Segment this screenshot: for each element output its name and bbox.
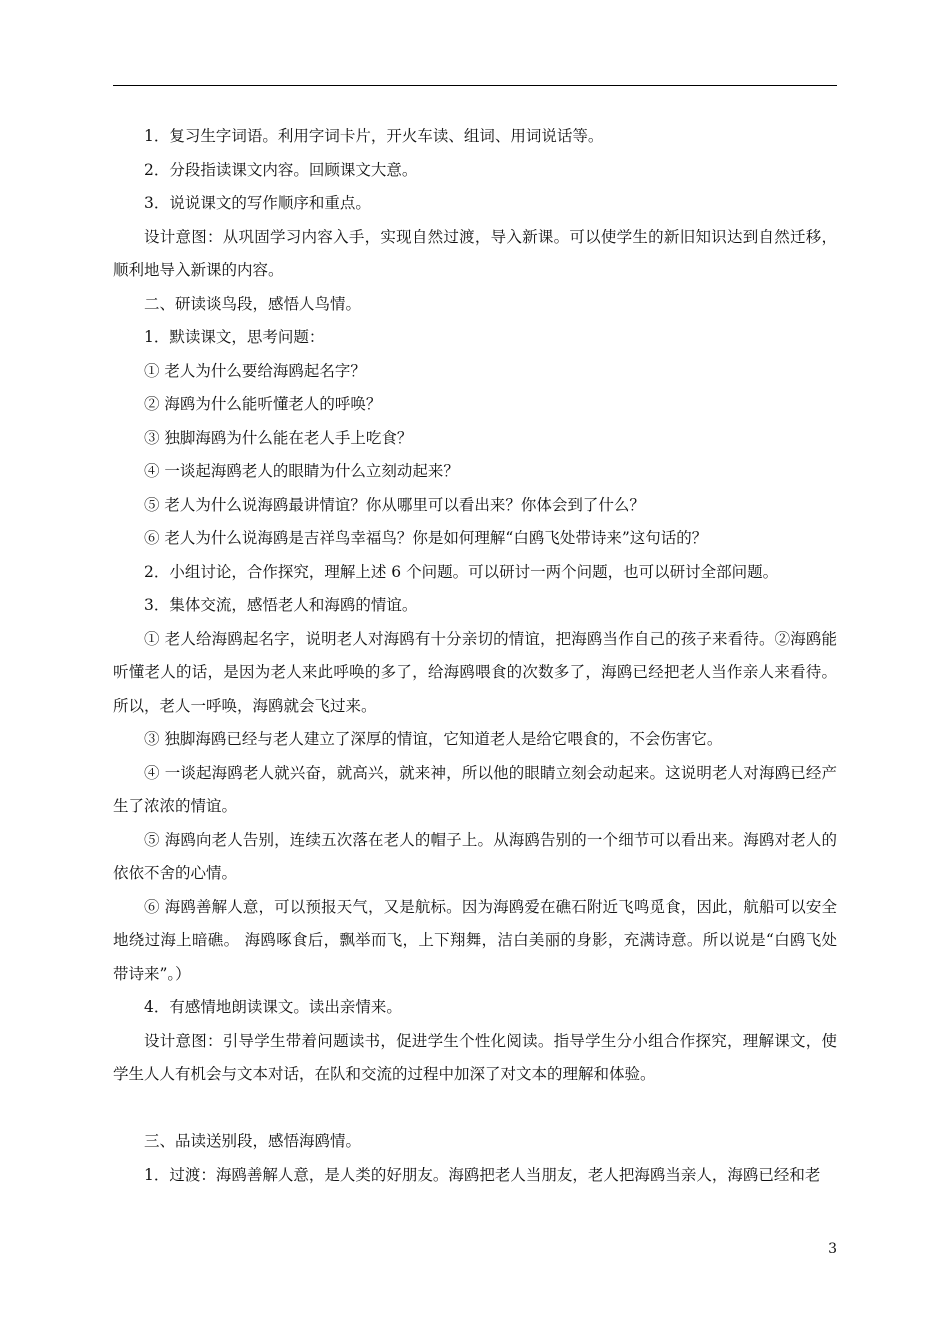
question-item: ① 老人为什么要给海鸥起名字？ [144, 361, 366, 380]
question-item: ② 海鸥为什么能听懂老人的呼唤？ [144, 395, 382, 413]
paragraph: 2．小组讨论，合作探究，理解上述 6 个问题。可以研讨一两个问题，也可以研讨全部问题。 [144, 562, 779, 581]
paragraph: 设计意图：引导学生带着问题读书，促进学生个性化阅读。指导学生分小组合作探究，理解课文，使学生人人有机会与文本对话，在队和交流的过程中加深了对文本的理解和体验。 [113, 1031, 837, 1083]
paragraph: 1．默读课文，思考问题： [144, 328, 325, 346]
answer-item: ⑤ 海鸥向老人告别，连续五次落在老人的帽子上。从海鸥告别的一个细节可以看出来。海鸥对老人的依依不舍的心情。 [113, 830, 837, 882]
question-item: ⑤ 老人为什么说海鸥最讲情谊？你从哪里可以看出来？你体会到了什么？ [144, 495, 645, 514]
answer-item: ⑥ 海鸥善解人意，可以预报天气，又是航标。因为海鸥爱在礁石附近飞鸣觅食，因此，航船可以安全地绕过海上暗礁。 海鸥啄食后，飘举而飞，上下翔舞，洁白美丽的身影，充满诗意。所以说是“白鸥飞处带诗来”。） [113, 897, 837, 983]
question-item: ③ 独脚海鸥为什么能在老人手上吃食？ [144, 428, 413, 447]
header-rule [113, 85, 837, 86]
paragraph: 设计意图：从巩固学习内容入手，实现自然过渡，导入新课。可以使学生的新旧知识达到自然迁移，顺利地导入新课的内容。 [113, 227, 837, 279]
answer-item: ④ 一谈起海鸥老人就兴奋，就高兴，就来神，所以他的眼睛立刻会动起来。这说明老人对海鸥已经产生了浓浓的情谊。 [113, 763, 837, 815]
paragraph: 2．分段指读课文内容。回顾课文大意。 [144, 160, 418, 179]
blank-line [113, 1092, 837, 1126]
paragraph: 4．有感情地朗读课文。读出亲情来。 [144, 998, 402, 1016]
document-body [113, 120, 837, 1192]
section-heading: 三、品读送别段，感悟海鸥情。 [144, 1132, 362, 1150]
paragraph: 3．集体交流，感悟老人和海鸥的情谊。 [144, 596, 418, 614]
page-number: 3 [828, 1241, 837, 1257]
answer-item: ③ 独脚海鸥已经与老人建立了深厚的情谊，它知道老人是给它喂食的，不会伤害它。 [144, 730, 723, 748]
question-item: ④ 一谈起海鸥老人的眼睛为什么立刻动起来？ [144, 462, 459, 480]
paragraph: 1．复习生字词语。利用字词卡片，开火车读、组词、用词说话等。 [144, 127, 604, 145]
question-item: ⑥ 老人为什么说海鸥是吉祥鸟幸福鸟？你是如何理解“白鸥飞处带诗来”这句话的？ [144, 529, 708, 547]
section-heading: 二、研读谈鸟段，感悟人鸟情。 [144, 294, 362, 313]
answer-item: ① 老人给海鸥起名字，说明老人对海鸥有十分亲切的情谊，把海鸥当作自己的孩子来看待。②海鸥能听懂老人的话，是因为老人来此呼唤的多了，给海鸥喂食的次数多了，海鸥已经把老人当作亲人来看待。所以，老人一呼唤，海鸥就会飞过来。 [113, 629, 837, 715]
paragraph: 1．过渡：海鸥善解人意，是人类的好朋友。海鸥把老人当朋友，老人把海鸥当亲人，海鸥已经和老 [144, 1165, 821, 1184]
paragraph: 3．说说课文的写作顺序和重点。 [144, 194, 371, 212]
